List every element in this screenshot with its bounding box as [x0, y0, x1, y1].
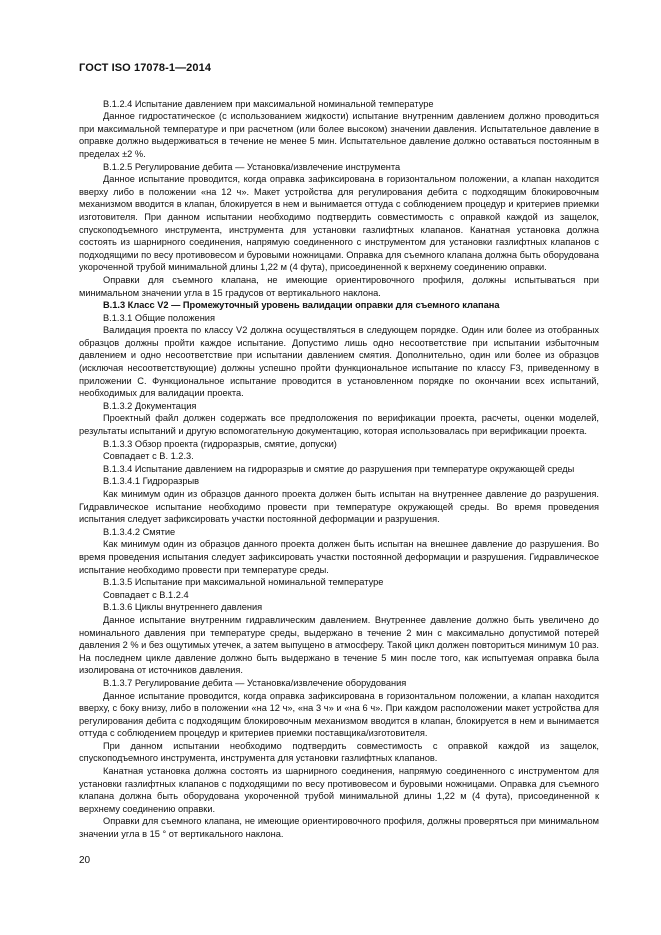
page-number: 20 [79, 855, 91, 866]
paragraph: Оправки для съемного клапана, не имеющие ориентировочного профиля, должны испытываться при минимальном значении угла в 15 градусов от вертикального наклона. [79, 274, 599, 298]
subsection-heading: B.1.3.3 Обзор проекта (гидроразрыв, смятие, допуски) [103, 438, 337, 449]
subsection-heading: B.1.3.4.2 Смятие [103, 526, 176, 537]
subsection-heading: B.1.3.5 Испытание при максимальной номинальной температуре [103, 577, 384, 588]
subsection-heading: Совпадает с B. 1.2.3. [103, 451, 194, 462]
paragraph: Данное испытание проводится, когда оправка зафиксирована в горизонтальном положении, а клапан находится вверху либо в положении «на 12 ч». Макет устройства для регулирования дебита с подходящим блокировочным механизмом вводится в клапан, блокируется в нем и вынимается оттуда с соблюдением процедур и критериев приемки изготовителя. При данном испытании необходимо подтвердить совместимость с оправкой каждой из защелок, спускоподъемного инструмента, инструмента для установки газлифтных клапанов. Канатная установка должна состоять из шарнирного соединения, напрямую соединенного с инструментом для установки газлифтных клапанов с подходящими по весу противовесом и буровыми ножницами. Оправка для съемного клапана должна быть оборудована укороченной трубой минимальной длины 1,22 м (4 фута), присоединенной к верхнему соединению оправки. [79, 174, 599, 273]
section-heading: B.1.3 Класс V2 — Промежуточный уровень валидации оправки для съемного клапана [103, 300, 500, 311]
subsection-heading: B.1.3.6 Циклы внутреннего давления [103, 602, 263, 613]
subsection-heading: B.1.3.7 Регулирование дебита — Установка/извлечение оборудования [103, 677, 407, 688]
subsection-heading: B.1.3.2 Документация [103, 400, 197, 411]
subsection-heading: B.1.3.1 Общие положения [103, 312, 215, 323]
subsection-heading: B.1.3.4 Испытание давлением на гидроразрыв и смятие до разрушения при температуре окружающей среды [103, 463, 575, 474]
document-header: ГОСТ ISO 17078-1—2014 [79, 62, 212, 74]
paragraph: Канатная установка должна состоять из шарнирного соединения, напрямую соединенного с инструментом для установки газлифтных клапанов с подходящими по весу противовесом и буровыми ножницами. Оправка для съемного клапана должна быть оборудована укороченной трубой минимальной длины 1,22 м (4 фута), присоединенной к верхнему соединению оправки. [79, 766, 599, 814]
paragraph: Оправки для съемного клапана, не имеющие ориентировочного профиля, должны проверяться при минимальном значении угла в 15 ° от вертикального наклона. [79, 816, 599, 840]
paragraph: Данное гидростатическое (с использованием жидкости) испытание внутренним давлением должно проводиться при максимальной температуре и при расчетном (или более высоком) значении давления. Испытательное давление в оправке должно выдерживаться в течение не менее 5 мин. Испытательное давление должно оставаться постоянным в пределах ±2 %. [79, 111, 599, 159]
paragraph: При данном испытании необходимо подтвердить совместимость с оправкой каждой из защелок, спускоподъемного инструмента, инструмента для установки газлифтных клапанов. [79, 740, 599, 764]
paragraph: Проектный файл должен содержать все предположения по верификации проекта, расчеты, оценки моделей, результаты испытаний и другую вспомогательную документацию, которая использовалась при верификации проекта. [79, 413, 599, 437]
document-body [79, 98, 599, 841]
paragraph: Как минимум один из образцов данного проекта должен быть испытан на внутреннее давление до разрушения. Гидравлическое испытание необходимо провести при температуре окружающей среды. Во время проведения испытания следует зафиксировать участки постоянной деформации и разрушения. [79, 489, 599, 525]
paragraph: Валидация проекта по классу V2 должна осуществляться в следующем порядке. Один или более из отобранных образцов должны пройти каждое испытание. Допустимо лишь одно несоответствие при испытании избыточным давлением и одно несоответствие при испытании давлением смятия. Дополнительно, один или более из образцов (исключая несоответствующие) должны успешно пройти функциональное испытание по классу F3, приведенному в приложении С. Функциональное испытание проводится в установленном порядке по окончании всех испытаний, необходимых для валидации проекта. [79, 325, 599, 399]
subsection-heading: B.1.2.4 Испытание давлением при максимальной номинальной температуре [103, 98, 434, 109]
subsection-heading: B.1.3.4.1 Гидроразрыв [103, 476, 200, 487]
subsection-heading: Совпадает с B.1.2.4 [103, 589, 189, 600]
paragraph: Данное испытание внутренним гидравлическим давлением. Внутреннее давление должно быть увеличено до номинального давления при температуре среды, выдержано в течение 2 мин с максимально допустимой потерей давления 2 % и без ощутимых утечек, а затем выпущено в атмосферу. Такой цикл должен повториться минимум 10 раз. На последнем цикле давление должно быть выдержано в течение 5 мин после того, как испытуемая оправка была изолирована от источников давления. [79, 614, 599, 676]
paragraph: Как минимум один из образцов данного проекта должен быть испытан на внешнее давление до разрушения. Во время проведения испытания следует зафиксировать участки постоянной деформации и разрушения. Гидравлическое испытание необходимо провести при температуре среды. [79, 539, 599, 575]
subsection-heading: B.1.2.5 Регулирование дебита — Установка/извлечение инструмента [103, 161, 401, 172]
paragraph: Данное испытание проводится, когда оправка зафиксирована в горизонтальном положении, а клапан находится вверху, с боку внизу, либо в положении «на 12 ч», «на 3 ч» и «на 6 ч». При каждом расположении макет устройства для регулирования дебита с подходящим блокировочным механизмом вводится в клапан, блокируется в нем и вынимается оттуда с соблюдением процедур и критериев приемки поставщика/изготовителя. [79, 690, 599, 739]
